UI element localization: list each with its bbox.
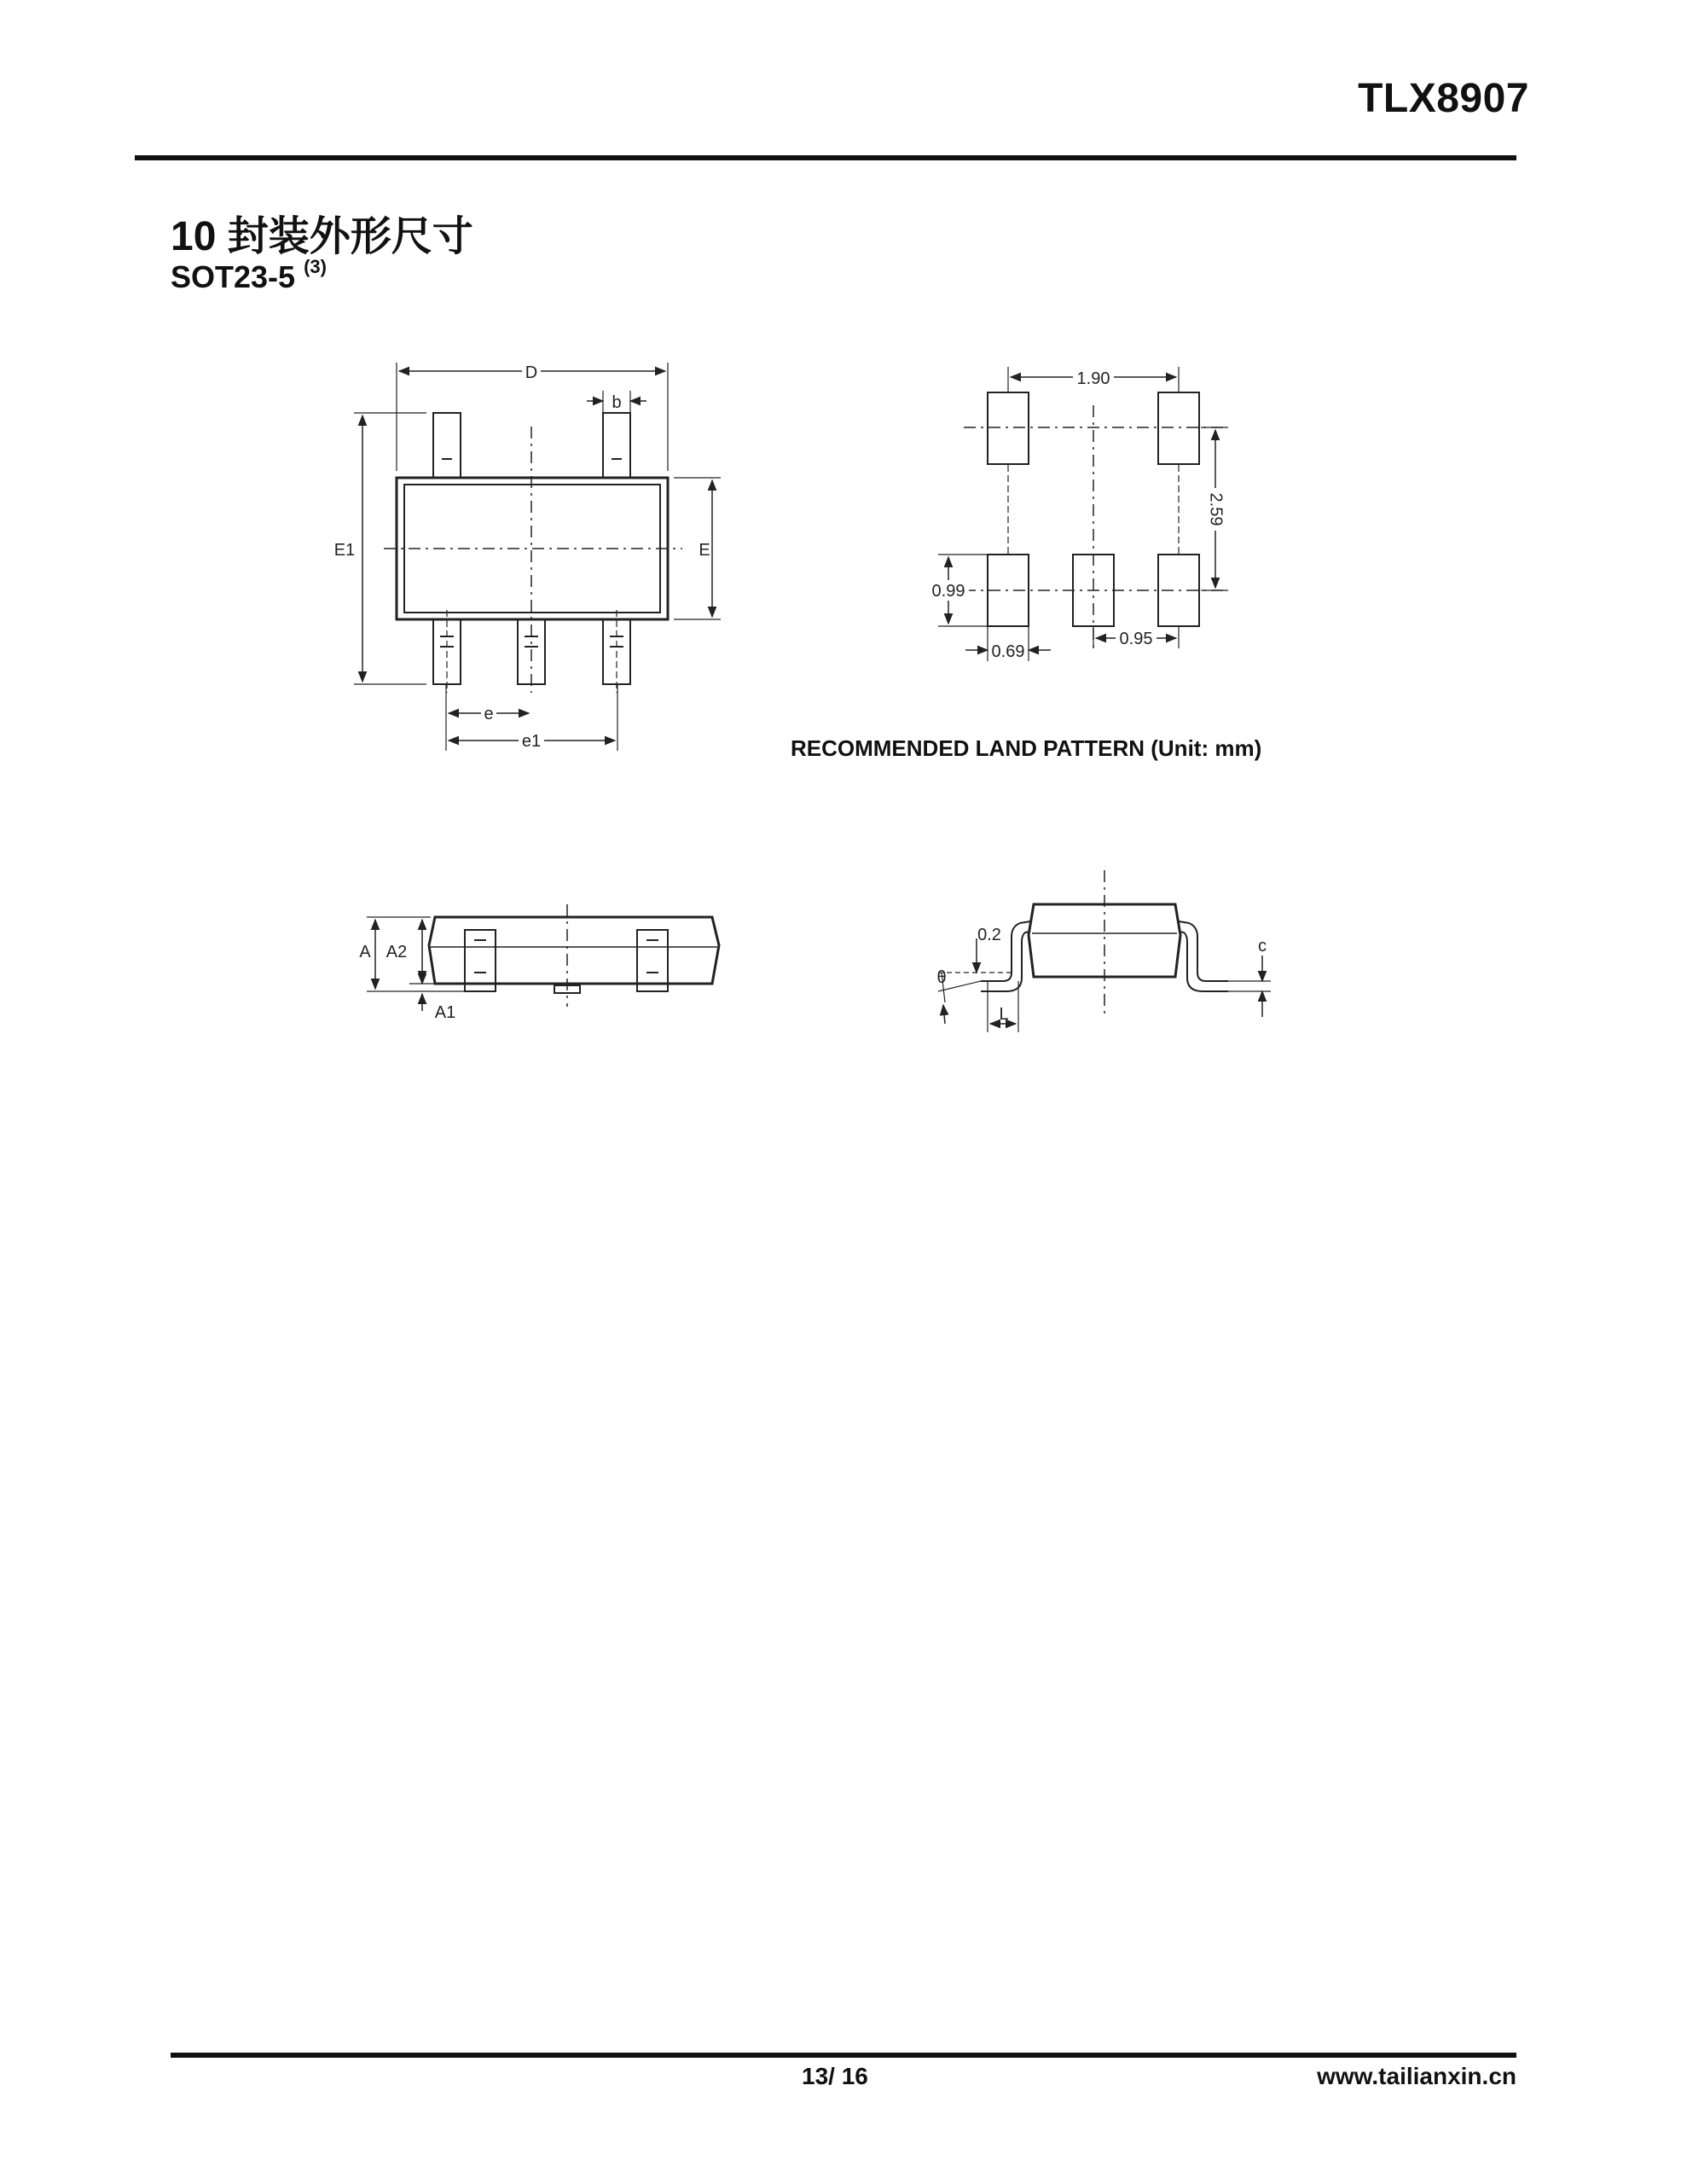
- top-view-drawing: [354, 363, 721, 751]
- land-pattern-drawing: [938, 367, 1228, 661]
- footer-divider: [171, 2053, 1516, 2058]
- website-url: www.tailianxin.cn: [1317, 2063, 1516, 2089]
- end-view-drawing: [938, 870, 1271, 1032]
- dim-0-95: 0.95: [1119, 630, 1153, 648]
- dim-label-e1: e1: [521, 732, 542, 751]
- page-number: 13/ 16: [802, 2063, 868, 2089]
- dim-0-69: 0.69: [991, 642, 1025, 661]
- dim-label-A: A: [359, 943, 371, 961]
- dim-label-L: L: [999, 1005, 1009, 1024]
- land-pattern-caption: RECOMMENDED LAND PATTERN (Unit: mm): [791, 735, 1262, 761]
- section-heading: 10 封装外形尺寸: [171, 214, 473, 259]
- dim-label-E1: E1: [333, 541, 356, 560]
- dim-label-D: D: [525, 363, 538, 382]
- dim-label-b: b: [612, 393, 622, 412]
- dim-theta: θ: [936, 968, 947, 987]
- side-view-drawing: [367, 904, 719, 1011]
- dim-label-e: e: [484, 705, 494, 723]
- document-title: TLX8907: [1358, 76, 1529, 121]
- dim-2-59: 2.59: [1206, 492, 1226, 526]
- footnote-ref: (3): [304, 256, 327, 277]
- dim-label-E: E: [699, 541, 710, 560]
- dim-0-2: 0.2: [977, 926, 1001, 944]
- dim-0-99: 0.99: [931, 582, 965, 601]
- dim-label-A2: A2: [386, 943, 408, 961]
- dim-label-c: c: [1258, 937, 1267, 956]
- dim-label-A1: A1: [434, 1003, 456, 1022]
- package-label: SOT23-5: [171, 259, 296, 294]
- dim-1-90: 1.90: [1076, 369, 1110, 388]
